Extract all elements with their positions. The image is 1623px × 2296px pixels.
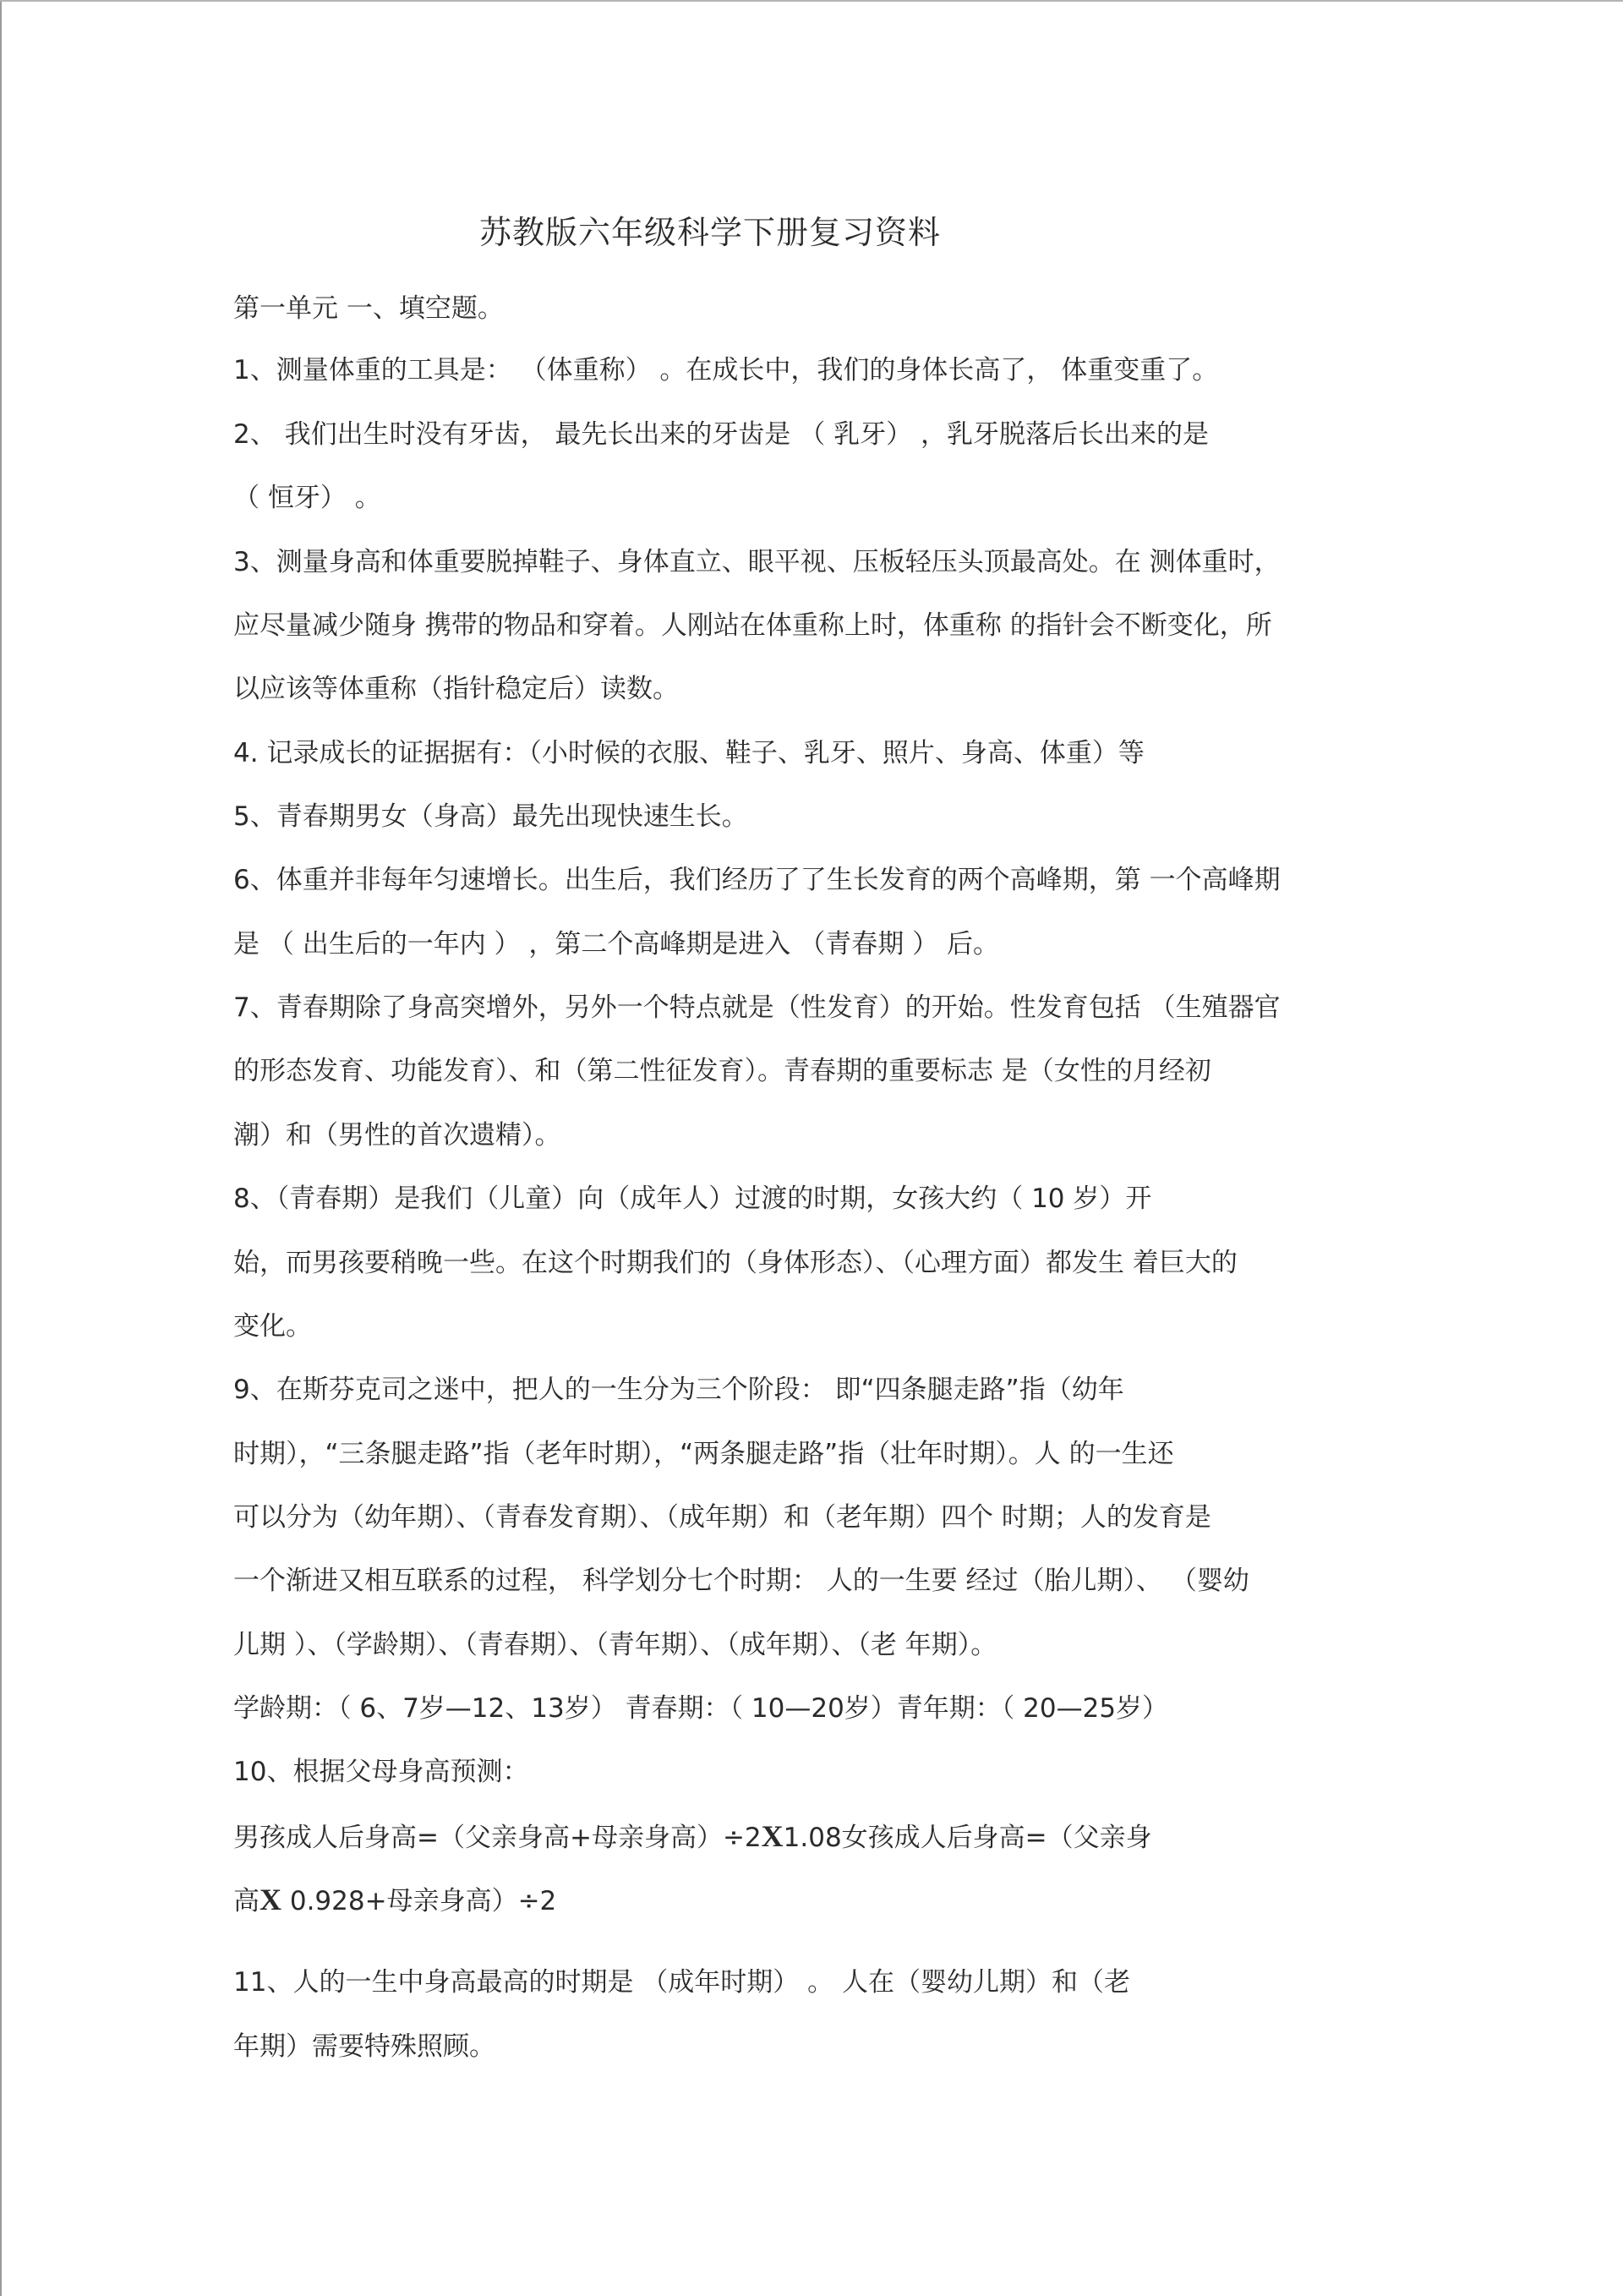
text-line: 7、青春期除了身高突增外，另外一个特点就是（性发育）的开始。性发育包括 （生殖器官 — [233, 992, 1281, 1023]
text-line: 6、体重并非每年匀速增长。出生后，我们经历了了生长发育的两个高峰期，第 一个高峰期 — [233, 865, 1281, 895]
text-line: 以应该等体重称（指针稳定后）读数。 — [233, 674, 679, 704]
text-line: 时期），“三条腿走路”指（老年时期），“两条腿走路”指（壮年时期）。人 的一生还 — [233, 1439, 1174, 1469]
text-line: 1、测量体重的工具是： （体重称） 。在成长中，我们的身体长高了， 体重变重了。 — [233, 355, 1219, 385]
text-line: 的形态发育、功能发育）、和（第二性征发育）。青春期的重要标志 是（女性的月经初 — [233, 1056, 1211, 1086]
text-line: 儿期 ）、（学龄期）、（青春期）、（青年期）、（成年期）、（老 年期）。 — [233, 1630, 997, 1660]
multiply-sign: X — [761, 1819, 784, 1853]
text-line: 5、青春期男女（身高）最先出现快速生长。 — [233, 801, 748, 832]
text-line: 11、人的一生中身高最高的时期是 （成年时期） 。 人在（婴幼儿期）和（老 — [233, 1967, 1131, 1998]
text-line: 8、（青春期）是我们（儿童）向（成年人）过渡的时期，女孩大约（ 10 岁）开 — [233, 1184, 1152, 1214]
formula-text: 高 — [233, 1886, 260, 1916]
age-ranges-line: 学龄期：（ 6、7岁—12、13岁） 青春期：（ 10—20岁）青年期：（ 20—25岁） — [233, 1693, 1169, 1724]
formula-text: 男孩成人后身高=（父亲身高+母亲身高）÷2 — [233, 1823, 762, 1853]
section-heading: 第一单元 一、填空题。 — [233, 293, 504, 324]
text-line: 应尽量减少随身 携带的物品和穿着。人刚站在体重称上时，体重称 的指针会不断变化，所 — [233, 610, 1272, 641]
text-line: 始，而男孩要稍晚一些。在这个时期我们的（身体形态）、（心理方面）都发生 着巨大的 — [233, 1248, 1238, 1278]
formula-text: 1.08女孩成人后身高=（父亲身 — [783, 1823, 1152, 1853]
formula-text: 0.928+母亲身高）÷2 — [281, 1886, 557, 1916]
text-line: 是 （ 出生后的一年内 ） ，第二个高峰期是进入 （青春期 ） 后。 — [233, 929, 999, 959]
text-line: 年期）需要特殊照顾。 — [233, 2031, 495, 2062]
text-line: 潮）和（男性的首次遗精）。 — [233, 1120, 561, 1151]
height-formula-line — [233, 1819, 1152, 1855]
page-border-top — [0, 0, 1623, 2]
page-border-left — [0, 0, 2, 2296]
text-line: 3、测量身高和体重要脱掉鞋子、身体直立、眼平视、压板轻压头顶最高处。在 测体重时， — [233, 547, 1281, 577]
text-line: 10、根据父母身高预测： — [233, 1757, 529, 1787]
text-line: （ 恒牙） 。 — [233, 483, 381, 513]
text-line: 变化。 — [233, 1311, 312, 1342]
height-formula-line — [233, 1883, 556, 1918]
multiply-sign: X — [260, 1883, 281, 1916]
text-line: 一个渐进又相互联系的过程， 科学划分七个时期： 人的一生要 经过（胎儿期）、 （婴幼 — [233, 1566, 1249, 1596]
document-title: 苏教版六年级科学下册复习资料 — [479, 214, 942, 251]
text-line: 9、在斯芬克司之迷中，把人的一生分为三个阶段： 即“四条腿走路”指（幼年 — [233, 1375, 1124, 1405]
text-line: 2、 我们出生时没有牙齿， 最先长出来的牙齿是 （ 乳牙） ，乳牙脱落后长出来的是 — [233, 419, 1209, 450]
text-line: 4. 记录成长的证据据有：（小时候的衣服、鞋子、乳牙、照片、身高、体重）等 — [233, 738, 1145, 768]
text-line: 可以分为（幼年期）、（青春发育期）、（成年期）和（老年期）四个 时期；人的发育是 — [233, 1502, 1211, 1533]
